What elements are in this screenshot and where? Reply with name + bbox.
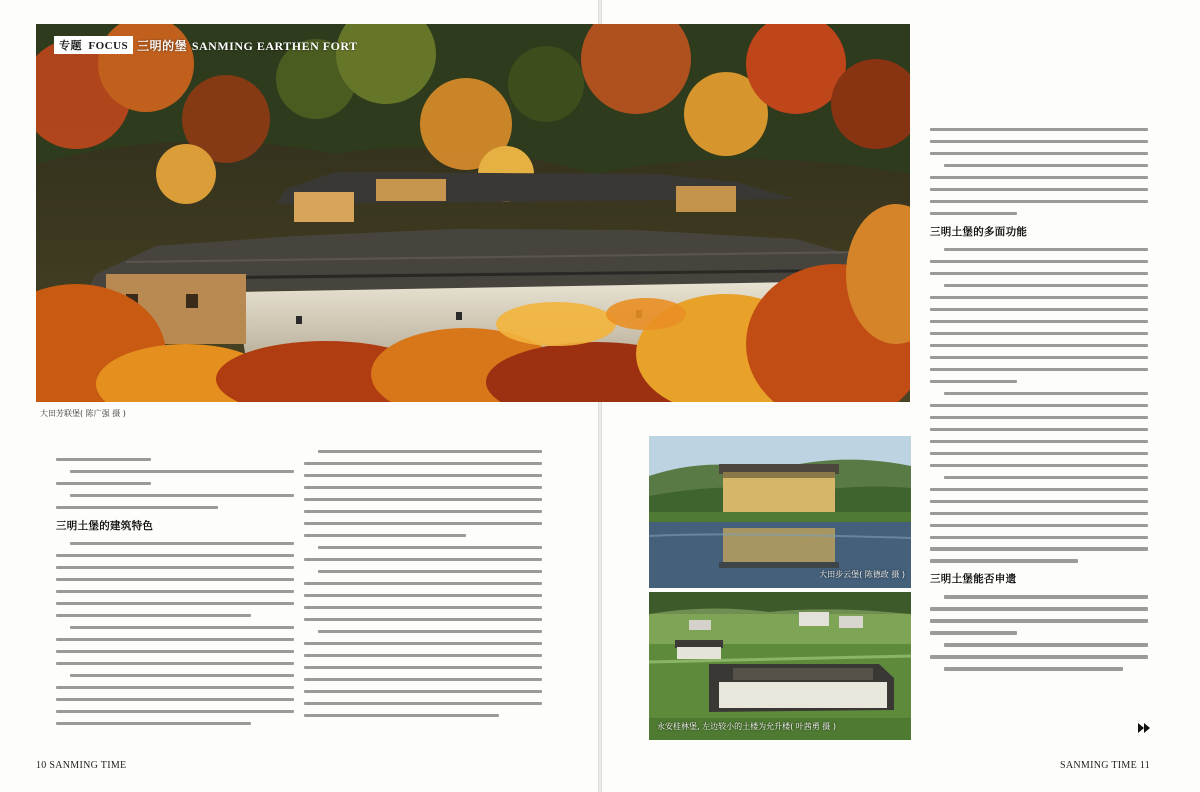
body-line	[304, 474, 542, 477]
body-line	[56, 482, 151, 485]
photo-buyun-fort-image	[649, 436, 911, 588]
body-line	[304, 702, 542, 705]
body-line	[930, 440, 1148, 443]
body-line	[930, 619, 1148, 622]
body-line	[930, 308, 1148, 311]
body-line	[930, 188, 1148, 191]
body-line	[930, 260, 1148, 263]
body-line	[304, 498, 542, 501]
photo-buyun-fort	[649, 436, 911, 588]
body-line	[944, 284, 1148, 287]
body-line	[930, 404, 1148, 407]
body-line	[944, 643, 1148, 646]
body-line	[930, 356, 1148, 359]
body-line	[930, 380, 1017, 383]
column-label-cn: 专题	[59, 39, 82, 52]
body-line	[304, 462, 542, 465]
body-line	[70, 470, 294, 473]
body-line	[56, 458, 151, 461]
column-label-box	[54, 36, 133, 54]
body-line	[930, 655, 1148, 658]
photo-guilin-fort-image	[649, 592, 911, 740]
body-line	[304, 606, 542, 609]
series-title-en: SANMING EARTHEN FORT	[191, 38, 358, 53]
series-title-cn: 三明的堡	[137, 38, 188, 53]
body-line	[56, 578, 294, 581]
body-line	[304, 642, 542, 645]
body-line	[70, 674, 294, 677]
photo-1-caption: 大田步云堡( 陈德政 摄 )	[819, 570, 905, 579]
body-line	[930, 500, 1148, 503]
body-line	[304, 678, 542, 681]
column-label-en: FOCUS	[88, 40, 129, 52]
body-line	[56, 590, 294, 593]
body-line	[70, 542, 294, 545]
body-line	[930, 272, 1148, 275]
series-title	[137, 37, 358, 54]
section-heading: 三明土堡能否申遗	[930, 573, 1017, 586]
body-line	[304, 594, 542, 597]
body-line	[944, 248, 1148, 251]
body-line	[304, 582, 542, 585]
body-line	[56, 602, 294, 605]
body-line	[318, 546, 542, 549]
body-line	[930, 607, 1148, 610]
body-line	[304, 714, 499, 717]
double-triangle-right-icon	[1138, 723, 1152, 733]
body-line	[56, 686, 294, 689]
body-line	[930, 559, 1078, 562]
body-line	[930, 212, 1017, 215]
body-line	[944, 476, 1148, 479]
body-line	[56, 506, 218, 509]
hero-caption: 大田芳联堡( 陈广强 摄 )	[40, 409, 126, 418]
body-line	[930, 524, 1148, 527]
body-line	[930, 140, 1148, 143]
body-line	[944, 667, 1123, 670]
body-line	[304, 486, 542, 489]
body-line	[930, 368, 1148, 371]
body-line	[70, 626, 294, 629]
body-line	[318, 450, 542, 453]
body-line	[930, 296, 1148, 299]
body-line	[56, 554, 294, 557]
photo-2-caption: 永安桂林堡, 左边较小的土楼为允升楼( 叶茜勇 摄 )	[657, 722, 836, 731]
body-line	[930, 320, 1148, 323]
body-line	[930, 452, 1148, 455]
body-line	[304, 534, 466, 537]
body-line	[70, 494, 294, 497]
body-line	[56, 722, 251, 725]
body-line	[930, 631, 1017, 634]
body-line	[944, 392, 1148, 395]
body-line	[944, 164, 1148, 167]
body-line	[930, 200, 1148, 203]
hero-photo	[36, 24, 910, 402]
body-line	[56, 662, 294, 665]
body-line	[56, 650, 294, 653]
body-line	[930, 416, 1148, 419]
body-line	[930, 488, 1148, 491]
section-heading: 三明土堡的建筑特色	[56, 519, 154, 532]
body-line	[304, 666, 542, 669]
body-line	[930, 464, 1148, 467]
body-line	[56, 710, 294, 713]
body-line	[930, 428, 1148, 431]
body-line	[930, 332, 1148, 335]
body-line	[930, 512, 1148, 515]
body-line	[930, 176, 1148, 179]
column-tag	[54, 36, 358, 54]
hero-photo-earthen-fort-image	[36, 24, 910, 402]
body-line	[318, 630, 542, 633]
body-line	[930, 547, 1148, 550]
body-line	[304, 558, 542, 561]
body-line	[318, 570, 542, 573]
photo-guilin-fort	[649, 592, 911, 740]
text-column-2	[304, 450, 542, 726]
body-line	[304, 690, 542, 693]
body-line	[304, 522, 542, 525]
body-line	[56, 638, 294, 641]
page-folio-right: SANMING TIME 11	[1060, 760, 1151, 771]
body-line	[304, 510, 542, 513]
body-line	[930, 152, 1148, 155]
body-line	[930, 344, 1148, 347]
body-line	[56, 698, 294, 701]
body-line	[304, 618, 542, 621]
body-line	[56, 566, 294, 569]
text-column-3	[930, 128, 1148, 679]
body-line	[944, 595, 1148, 598]
body-line	[56, 614, 251, 617]
body-line	[930, 128, 1148, 131]
page-folio-left: 10 SANMING TIME	[36, 760, 127, 771]
section-heading: 三明土堡的多面功能	[930, 225, 1028, 238]
body-line	[930, 536, 1148, 539]
body-line	[304, 654, 542, 657]
text-column-1	[56, 458, 294, 734]
